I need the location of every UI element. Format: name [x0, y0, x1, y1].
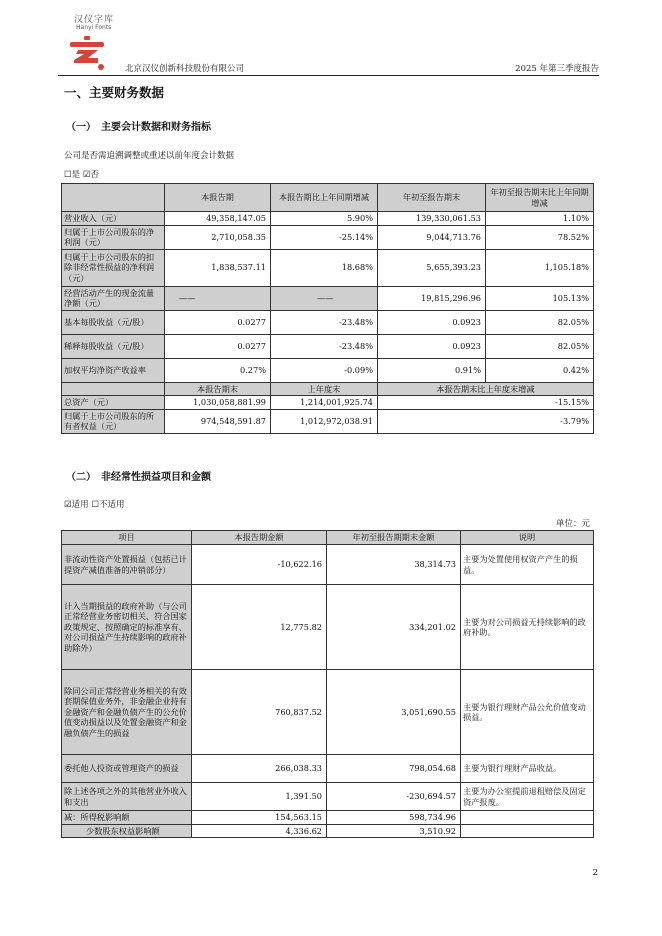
table-row	[62, 249, 594, 286]
table-header-cell	[62, 184, 165, 212]
table-row	[62, 545, 594, 585]
row-label: 归属于上市公司股东的所有者权益（元）	[62, 409, 165, 433]
row-label: 少数股东权益影响额	[62, 824, 192, 838]
row-label: 归属于上市公司股东的净利润（元）	[62, 225, 165, 249]
row-label: 总资产（元）	[62, 396, 165, 410]
row-label: 基本每股收益（元/股）	[62, 310, 165, 334]
table-row	[62, 286, 594, 310]
table-cell: 1,391.50	[192, 783, 327, 811]
table-cell: -0.09%	[271, 358, 378, 382]
row-label: 委托他人投资或管理资产的损益	[62, 755, 192, 783]
row-label: 经营活动产生的现金流量净额（元）	[62, 286, 165, 310]
row-label: 归属于上市公司股东的扣除非经常性损益的净利润（元）	[62, 249, 165, 286]
row-label: 减：所得税影响额	[62, 811, 192, 825]
restatement-question: 公司是否需追溯调整或重述以前年度会计数据	[64, 151, 235, 161]
row-label: 营业收入（元）	[62, 212, 165, 226]
table-header-row	[62, 184, 594, 212]
non-recurring-items-table	[61, 530, 594, 838]
table-row	[62, 334, 594, 358]
restatement-choice: ☐是 ☑否	[64, 170, 99, 180]
row-label: 计入当期损益的政府补助（与公司正常经营业务密切相关、符合国家政策规定、按照确定的标准享有、对公司损益产生持续影响的政府补助除外）	[62, 585, 192, 670]
table-cell: 82.05%	[486, 334, 594, 358]
table-cell: 38,314.73	[327, 545, 461, 585]
table-cell: 1,214,001,925.74	[271, 396, 378, 410]
logo-mark-icon	[70, 36, 110, 72]
table-cell: 0.0277	[165, 334, 271, 358]
header-divider	[58, 75, 599, 76]
table-cell: 4,336.62	[192, 824, 327, 838]
subsection-title-1: （一） 主要会计数据和财务指标	[66, 122, 211, 133]
table-row	[62, 811, 594, 825]
table-cell: 主要为银行理财产品收益。	[461, 755, 594, 783]
table-cell: 798,054.68	[327, 755, 461, 783]
page-number: 2	[592, 868, 598, 878]
table-header-cell: 项目	[62, 531, 192, 545]
table-row	[62, 585, 594, 670]
table-cell: 5,655,393.23	[378, 249, 486, 286]
table-cell: 19,815,296.96	[378, 286, 486, 310]
table-cell: 1,030,058,881.99	[165, 396, 271, 410]
table-cell: 139,330,061.53	[378, 212, 486, 226]
table-cell: ——	[165, 286, 271, 310]
table-cell: 0.0923	[378, 310, 486, 334]
table-cell: 974,548,591.87	[165, 409, 271, 433]
table-header-cell: 年初至报告期期末金额	[327, 531, 461, 545]
row-label: 除同公司正常经营业务相关的有效套期保值业务外，非金融企业持有金融资产和金融负债产生的公允价值变动损益以及处置金融资产和金融负债产生的损益	[62, 670, 192, 755]
header-report-title: 2025 年第三季度报告	[515, 64, 599, 74]
table-row	[62, 212, 594, 226]
table-header-cell	[62, 382, 165, 396]
table-cell: 5.90%	[271, 212, 378, 226]
table-cell: 0.91%	[378, 358, 486, 382]
table-row	[62, 783, 594, 811]
table-row	[62, 225, 594, 249]
table-cell: 598,734.96	[327, 811, 461, 825]
table-cell: 主要为银行理财产品公允价值变动损益。	[461, 670, 594, 755]
table-header-cell: 本报告期比上年同期增减	[271, 184, 378, 212]
table-row	[62, 358, 594, 382]
table-cell: 1,012,972,038.91	[271, 409, 378, 433]
table-header-cell: 上年度末	[271, 382, 378, 396]
table-cell: 18.68%	[271, 249, 378, 286]
table-row	[62, 755, 594, 783]
table-cell: 9,044,713.76	[378, 225, 486, 249]
table-cell: 49,358,147.05	[165, 212, 271, 226]
row-label: 稀释每股收益（元/股）	[62, 334, 165, 358]
table-cell: 1,105.18%	[486, 249, 594, 286]
table-cell: 主要为处置使用权资产产生的损益。	[461, 545, 594, 585]
table-header-cell: 年初至报告期末比上年同期增减	[486, 184, 594, 212]
financial-data-table	[61, 183, 594, 434]
table-row	[62, 409, 594, 433]
table-cell: 154,563.15	[192, 811, 327, 825]
table-cell: 3,051,690.55	[327, 670, 461, 755]
table-cell: -3.79%	[378, 409, 594, 433]
table-cell: -15.15%	[378, 396, 594, 410]
section-title: 一、主要财务数据	[64, 85, 165, 100]
table-cell: 主要为办公室提前退租赔偿及固定资产报废。	[461, 783, 594, 811]
table-cell: 334,201.02	[327, 585, 461, 670]
logo-english-text: Hanyi Fonts	[76, 24, 112, 31]
table-header-cell: 年初至报告期末	[378, 184, 486, 212]
table-header-cell: 本报告期金额	[192, 531, 327, 545]
row-label: 加权平均净资产收益率	[62, 358, 165, 382]
table-cell: 3,510.92	[327, 824, 461, 838]
logo-chinese-text: 汉仪字库	[74, 15, 115, 25]
table-row	[62, 670, 594, 755]
table-row	[62, 824, 594, 838]
table-cell: 1.10%	[486, 212, 594, 226]
table-cell: 266,038.33	[192, 755, 327, 783]
table-cell: 2,710,058.35	[165, 225, 271, 249]
table-cell: 105.13%	[486, 286, 594, 310]
table-row	[62, 310, 594, 334]
table-cell: 1,838,537.11	[165, 249, 271, 286]
table-cell: 78.52%	[486, 225, 594, 249]
table-cell: -23.48%	[271, 310, 378, 334]
table-cell: -230,694.57	[327, 783, 461, 811]
applicability-choice: ☑适用 ☐不适用	[64, 500, 125, 510]
table-cell: 0.0277	[165, 310, 271, 334]
table-row	[62, 396, 594, 410]
table-cell: 82.05%	[486, 310, 594, 334]
unit-label: 单位：元	[555, 519, 590, 529]
table-header-cell: 本报告期	[165, 184, 271, 212]
table-cell: 760,837.52	[192, 670, 327, 755]
table-cell: 0.0923	[378, 334, 486, 358]
subsection-title-2: （二） 非经常性损益项目和金额	[66, 472, 211, 483]
table-cell: 0.42%	[486, 358, 594, 382]
table-header-row	[62, 531, 594, 545]
table-cell: ——	[271, 286, 378, 310]
table-cell: 主要为对公司损益无持续影响的政府补助。	[461, 585, 594, 670]
row-label: 非流动性资产处置损益（包括已计提资产减值准备的冲销部分）	[62, 545, 192, 585]
table-header-cell: 本报告期末	[165, 382, 271, 396]
table-cell	[461, 824, 594, 838]
header-company-name: 北京汉仪创新科技股份有限公司	[125, 64, 245, 74]
table-cell	[461, 811, 594, 825]
table-header-row	[62, 382, 594, 396]
table-header-cell: 说明	[461, 531, 594, 545]
row-label: 除上述各项之外的其他营业外收入和支出	[62, 783, 192, 811]
table-cell: 0.27%	[165, 358, 271, 382]
table-header-cell: 本报告期末比上年度末增减	[378, 382, 594, 396]
table-cell: -23.48%	[271, 334, 378, 358]
table-cell: -25.14%	[271, 225, 378, 249]
table-cell: -10,622.16	[192, 545, 327, 585]
table-cell: 12,775.82	[192, 585, 327, 670]
